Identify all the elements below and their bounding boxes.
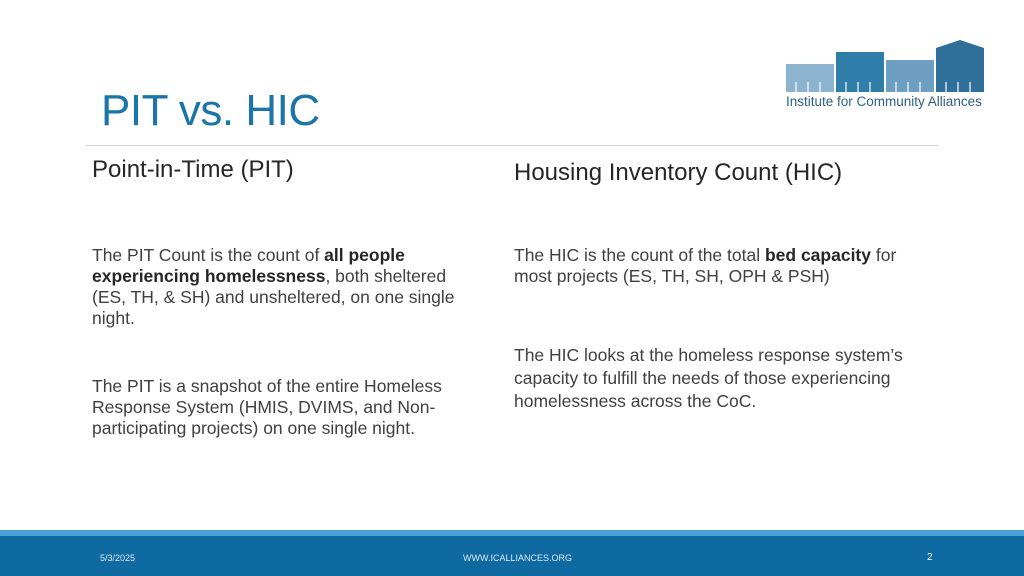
- page-number: 2: [927, 552, 933, 563]
- logo-building-1: [786, 64, 834, 92]
- hic-definition-post: for most projects (ES, TH, SH, OPH & PSH): [514, 245, 897, 286]
- hic-definition: [514, 245, 924, 287]
- footer-date: 5/3/2025: [100, 553, 136, 563]
- pit-definition-pre: The PIT Count is the count of: [92, 245, 325, 265]
- hic-heading: Housing Inventory Count (HIC): [514, 159, 843, 186]
- logo-building-4: [936, 40, 984, 92]
- pit-snapshot: The PIT is a snapshot of the entire Homeless Response System (HMIS, DVIMS, and Non-participating projects) on one single night.: [92, 376, 442, 438]
- logo-text: Institute for Community Alliances: [786, 94, 982, 109]
- pit-heading: Point-in-Time (PIT): [92, 156, 294, 183]
- hic-definition-pre: The HIC is the count of the total: [514, 245, 765, 265]
- slide-title: PIT vs. HIC: [101, 86, 320, 135]
- logo-building-2: [836, 52, 884, 92]
- logo-building-3: [886, 60, 934, 92]
- footer-website[interactable]: WWW.ICALLIANCES.ORG: [463, 553, 573, 563]
- hic-definition-bold: bed capacity: [764, 245, 871, 265]
- pit-definition-post: , both sheltered (ES, TH, & SH) and unsheltered, on one single night.: [92, 266, 455, 328]
- pit-definition-bold: all people experiencing homelessness: [92, 245, 405, 286]
- hic-capacity: The HIC looks at the homeless response system’s capacity to fulfill the needs of those experiencing homelessness across the CoC.: [514, 345, 903, 411]
- title-divider: [86, 145, 938, 146]
- pit-definition: [92, 245, 484, 329]
- footer-bar: [0, 536, 1024, 576]
